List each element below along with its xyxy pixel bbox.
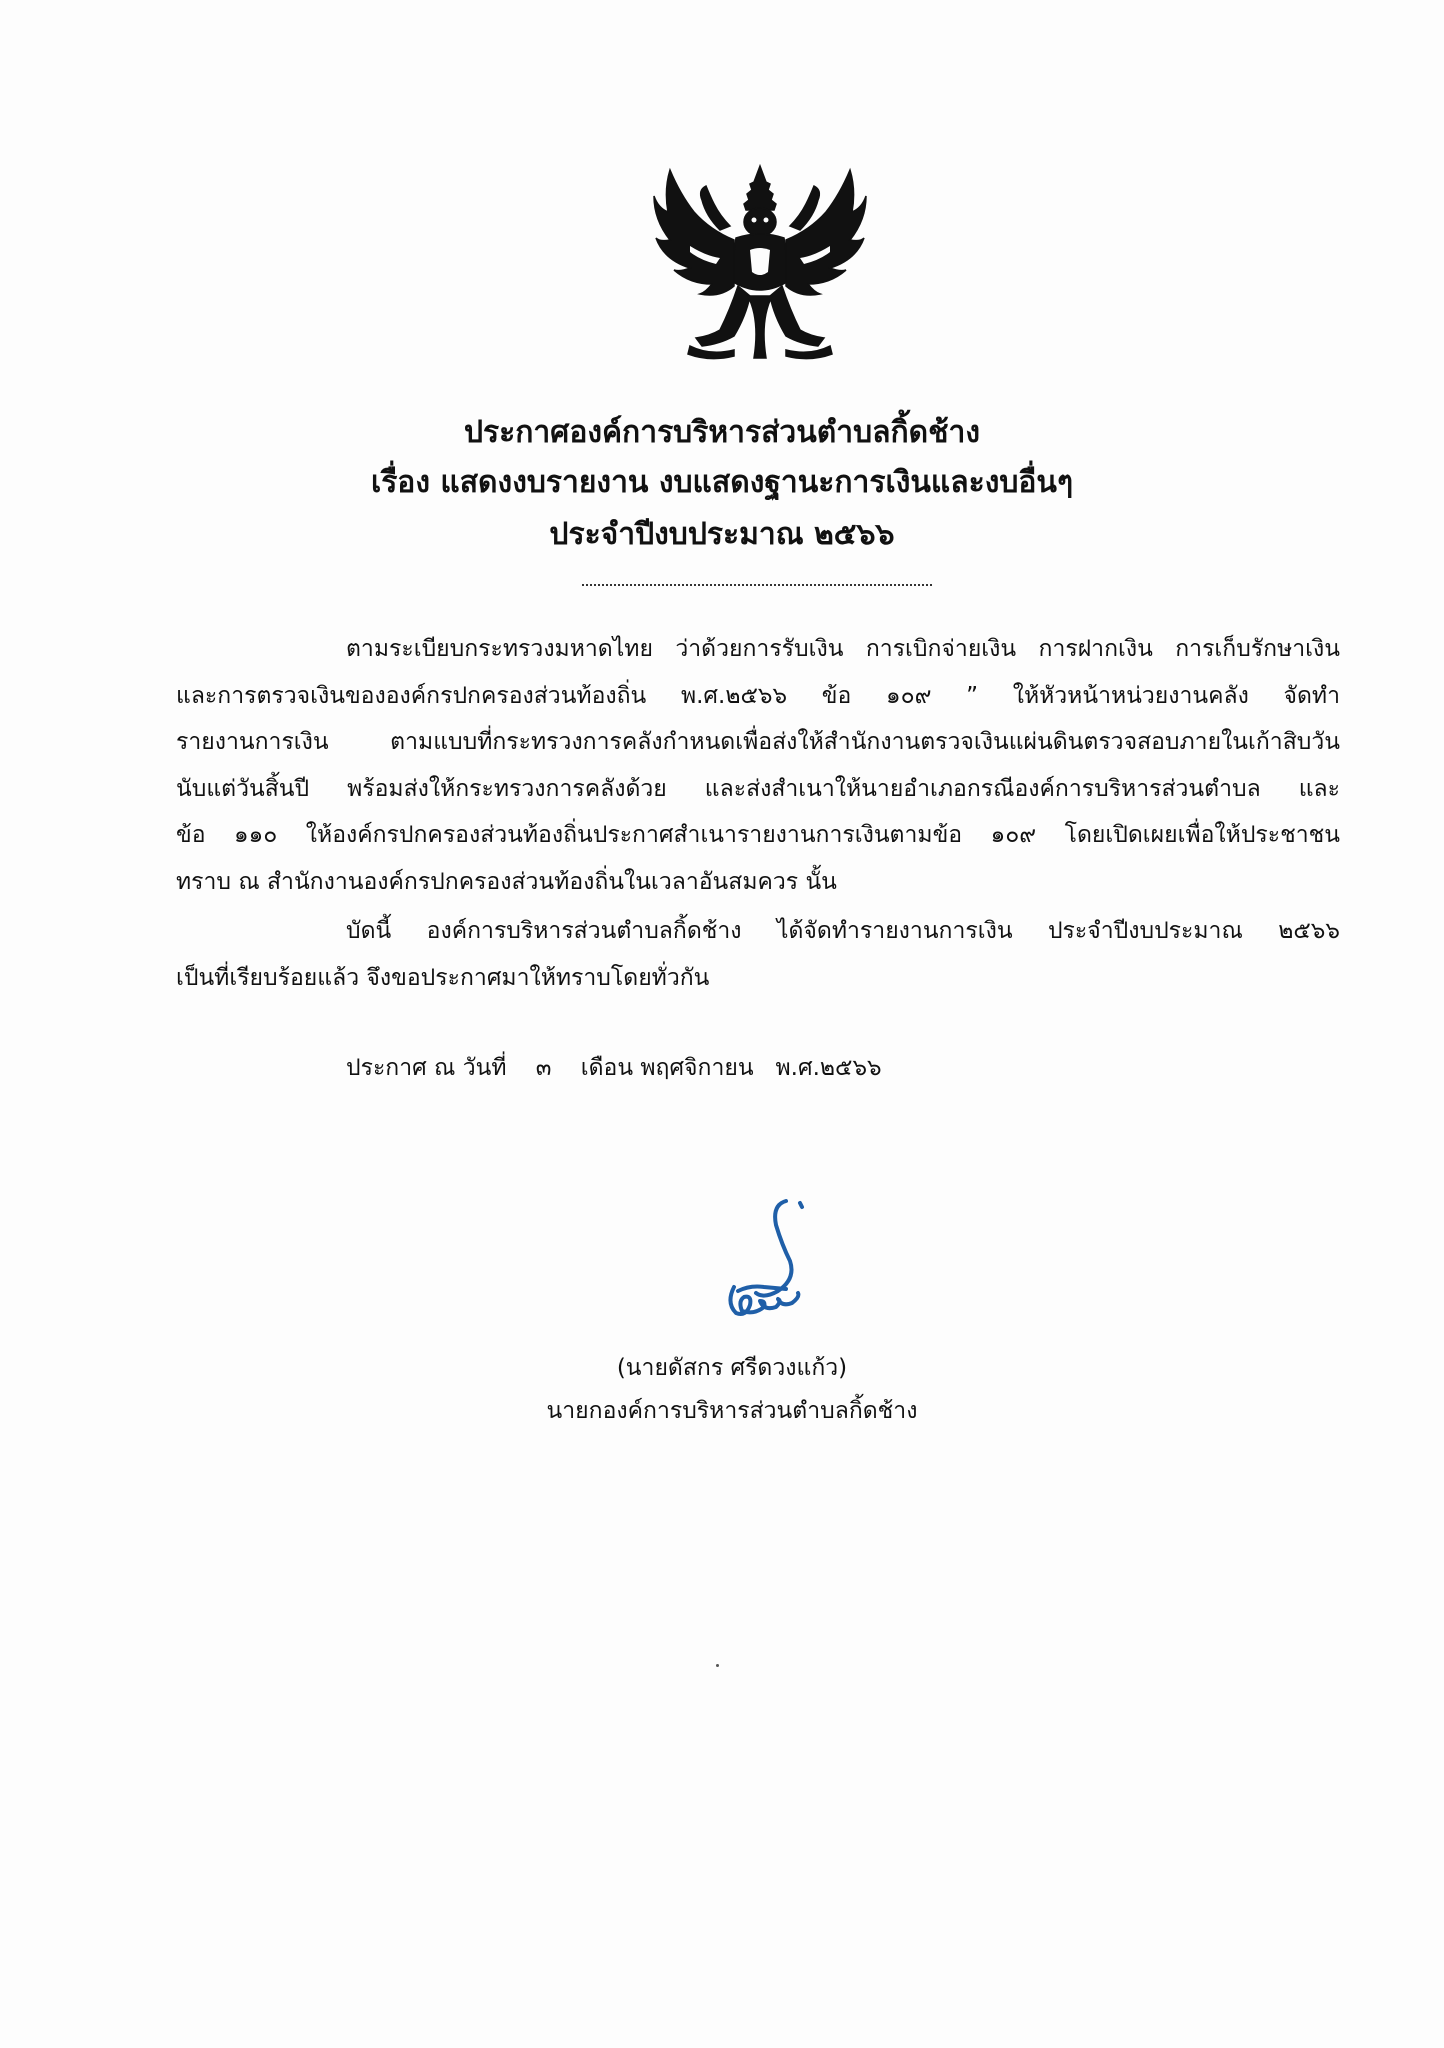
paragraph-line: รายงานการเงิน ตามแบบที่กระทรวงการคลังกำหนดเพื่อส่งให้สำนักงานตรวจเงินแผ่นดินตรวจสอบภายในเก้าสิบวัน bbox=[176, 729, 1340, 755]
handwritten-signature bbox=[720, 1195, 830, 1325]
announcement-title: ประกาศองค์การบริหารส่วนตำบลกิ้ดช้าง bbox=[464, 415, 980, 450]
paragraph-line: และการตรวจเงินขององค์กรปกครองส่วนท้องถิ่น พ.ศ.๒๕๖๖ ข้อ ๑๐๙ ” ให้หัวหน้าหน่วยงานคลัง จัดทำ bbox=[176, 682, 1340, 709]
signatory-name: (นายดัสกร ศรีดวงแก้ว) bbox=[616, 1355, 848, 1381]
paragraph-line: ทราบ ณ สำนักงานองค์กรปกครองส่วนท้องถิ่นในเวลาอันสมควร นั้น bbox=[176, 868, 837, 895]
paper-speck bbox=[716, 1664, 719, 1667]
garuda-emblem-icon bbox=[650, 160, 870, 370]
paragraph-line: เป็นที่เรียบร้อยแล้ว จึงขอประกาศมาให้ทราบโดยทั่วกัน bbox=[176, 964, 710, 991]
paragraph-line: นับแต่วันสิ้นปี พร้อมส่งให้กระทรวงการคลังด้วย และส่งสำเนาให้นายอำเภอกรณีองค์การบริหารส่วนตำบล และ bbox=[176, 775, 1340, 802]
signatory-position: นายกองค์การบริหารส่วนตำบลกิ้ดช้าง bbox=[546, 1398, 918, 1424]
announcement-fiscal-year: ประจำปีงบประมาณ ๒๕๖๖ bbox=[549, 517, 895, 552]
paragraph-line: บัดนี้ องค์การบริหารส่วนตำบลกิ้ดช้าง ได้จัดทำรายงานการเงิน ประจำปีงบประมาณ ๒๕๖๖ bbox=[346, 918, 1340, 944]
announcement-date: ประกาศ ณ วันที่ ๓ เดือน พฤศจิกายน พ.ศ.๒๕๖๖ bbox=[346, 1055, 882, 1081]
paragraph-line: ข้อ ๑๑๐ ให้องค์กรปกครองส่วนท้องถิ่นประกาศสำเนารายงานการเงินตามข้อ ๑๐๙ โดยเปิดเผยเพื่อให้ประชาชน bbox=[176, 822, 1340, 848]
dotted-divider bbox=[582, 584, 932, 586]
announcement-subject: เรื่อง แสดงงบรายงาน งบแสดงฐานะการเงินและงบอื่นๆ bbox=[370, 465, 1074, 500]
paragraph-line: ตามระเบียบกระทรวงมหาดไทย ว่าด้วยการรับเงิน การเบิกจ่ายเงิน การฝากเงิน การเก็บรักษาเงิน bbox=[346, 636, 1340, 662]
body-paragraph-1 bbox=[176, 626, 1340, 905]
body-paragraph-2 bbox=[176, 908, 1340, 1001]
